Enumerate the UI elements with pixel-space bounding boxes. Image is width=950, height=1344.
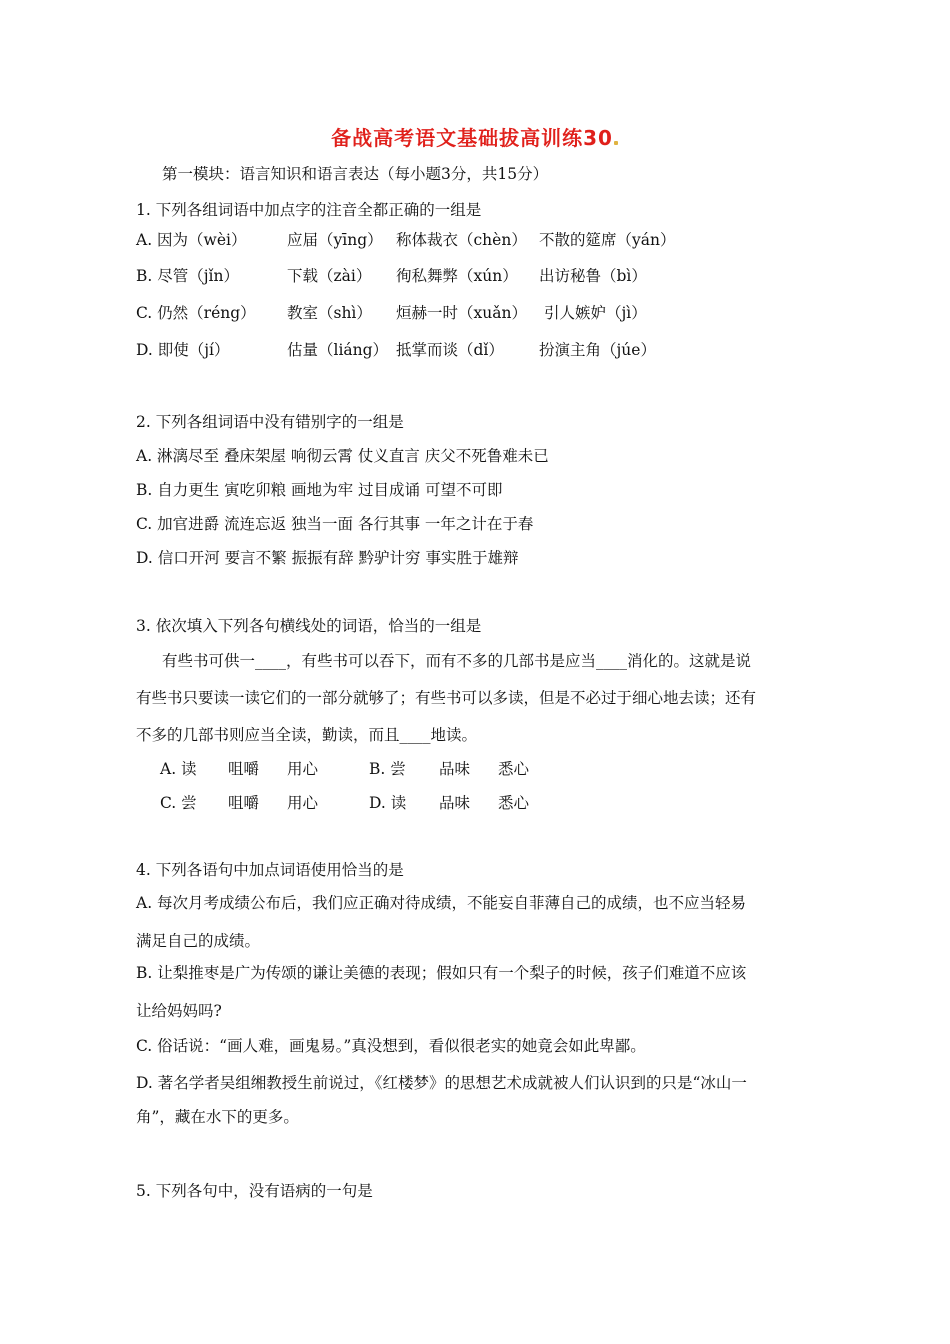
q3-passage-line-2: 有些书只要读一读它们的一部分就够了；有些书可以多读，但是不必过于细心地去读；还有 — [136, 689, 757, 707]
q3-opt-c-2: 咀嚼 — [228, 794, 260, 812]
q4-stem: 4. 下列各语句中加点词语使用恰当的是 — [136, 861, 404, 879]
q1-b-3: 徇私舞弊（xún） — [396, 267, 518, 285]
q1-b-1: B. 尽管（jǐn） — [136, 267, 239, 285]
q3-opt-b-label: B. 尝 — [369, 760, 406, 778]
q1-d-3: 抵掌而谈（dǐ） — [396, 341, 504, 359]
q4-option-a-line-2: 满足自己的成绩。 — [136, 932, 261, 950]
q3-opt-c-3: 用心 — [287, 794, 319, 812]
q1-d-1: D. 即使（jí） — [136, 341, 230, 359]
q4-option-d-line-1: D. 著名学者吴组缃教授生前说过，《红楼梦》的思想艺术成就被人们认识到的只是“冰山一 — [136, 1074, 747, 1092]
q1-c-3: 烜赫一时（xuǎn） — [396, 304, 527, 322]
q2-option-a: A. 淋漓尽至 叠床架屋 响彻云霄 仗义直言 庆父不死鲁难未已 — [136, 447, 549, 465]
edit-mark-icon — [614, 141, 618, 145]
q3-passage-line-1: 有些书可供一____，有些书可以吞下，而有不多的几部书是应当____消化的。这就是说 — [162, 652, 752, 670]
q1-b-2: 下载（zài） — [287, 267, 372, 285]
q2-stem: 2. 下列各组词语中没有错别字的一组是 — [136, 413, 404, 431]
q1-c-1: C. 仍然（réng） — [136, 304, 256, 322]
q3-stem: 3. 依次填入下列各句横线处的词语，恰当的一组是 — [136, 617, 482, 635]
q1-c-4: 引人嫉妒（jì） — [544, 304, 647, 322]
q4-option-b-line-1: B. 让梨推枣是广为传颂的谦让美德的表现；假如只有一个梨子的时候，孩子们难道不应该 — [136, 964, 747, 982]
q4-option-a-line-1: A. 每次月考成绩公布后，我们应正确对待成绩，不能妄自菲薄自己的成绩，也不应当轻易 — [136, 894, 747, 912]
q1-c-2: 教室（shì） — [287, 304, 372, 322]
section-header: 第一模块：语言知识和语言表达（每小题3分，共15分） — [162, 165, 549, 183]
q3-opt-a-label: A. 读 — [160, 760, 197, 778]
q3-opt-d-2: 品味 — [439, 794, 471, 812]
q3-opt-b-2: 品味 — [439, 760, 471, 778]
q1-a-4: 不散的筵席（yán） — [539, 231, 676, 249]
q3-passage-line-3: 不多的几部书则应当全读，勤读，而且____地读。 — [136, 726, 478, 744]
q4-option-b-line-2: 让给妈妈吗? — [136, 1002, 222, 1020]
q1-stem: 1. 下列各组词语中加点字的注音全都正确的一组是 — [136, 201, 482, 219]
page-title — [0, 122, 950, 151]
q4-option-c: C. 俗话说：“画人难，画鬼易。”真没想到，看似很老实的她竟会如此卑鄙。 — [136, 1037, 646, 1055]
q3-opt-a-2: 咀嚼 — [228, 760, 260, 778]
q1-a-3: 称体裁衣（chèn） — [396, 231, 527, 249]
q3-opt-b-3: 悉心 — [498, 760, 530, 778]
q3-opt-a-3: 用心 — [287, 760, 319, 778]
q1-a-2: 应届（yīng） — [287, 231, 383, 249]
q5-stem: 5. 下列各句中，没有语病的一句是 — [136, 1182, 373, 1200]
q1-d-4: 扮演主角（júe） — [539, 341, 656, 359]
q3-opt-d-label: D. 读 — [369, 794, 407, 812]
q2-option-b: B. 自力更生 寅吃卯粮 画地为牢 过目成诵 可望不可即 — [136, 481, 503, 499]
q1-b-4: 出访秘鲁（bì） — [539, 267, 647, 285]
q3-opt-d-3: 悉心 — [498, 794, 530, 812]
q1-a-1: A. 因为（wèi） — [136, 231, 247, 249]
page-title-text: 备战高考语文基础拔高训练30 — [331, 126, 613, 150]
q4-option-d-line-2: 角”，藏在水下的更多。 — [136, 1108, 299, 1126]
q2-option-c: C. 加官进爵 流连忘返 独当一面 各行其事 一年之计在于春 — [136, 515, 534, 533]
q3-opt-c-label: C. 尝 — [160, 794, 197, 812]
q1-d-2: 估量（liáng） — [287, 341, 389, 359]
q2-option-d: D. 信口开河 要言不繁 振振有辞 黔驴计穷 事实胜于雄辩 — [136, 549, 519, 567]
